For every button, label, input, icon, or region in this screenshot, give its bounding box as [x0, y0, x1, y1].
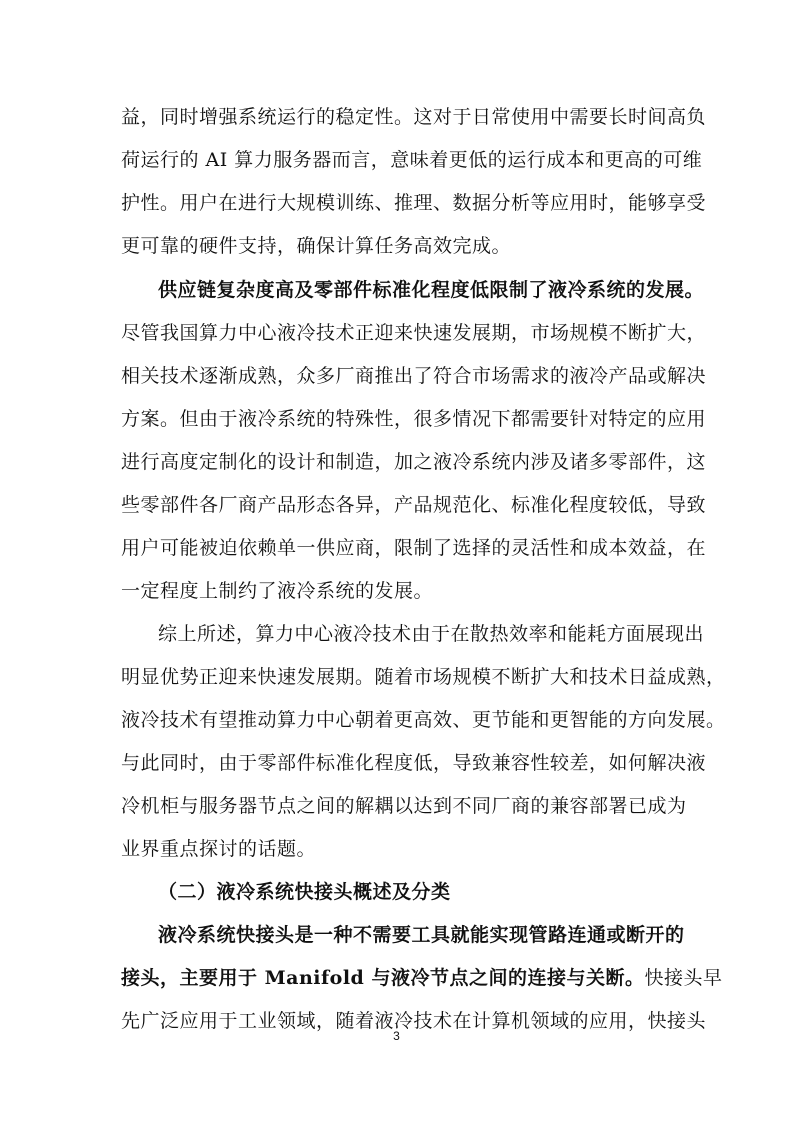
body-line: 些零部件各厂商产品形态各异，产品规范化、标准化程度较低，导致 [121, 494, 707, 516]
bold-lead-sentence-end: 接头，主要用于 Manifold 与液冷节点之间的连接与关断。 [121, 967, 645, 989]
body-line: 业界重点探讨的话题。 [121, 838, 317, 860]
body-line: 综上所述，算力中心液冷技术由于在散热效率和能耗方面展现出 [158, 623, 705, 645]
body-line: 先广泛应用于工业领域，随着液冷技术在计算机领域的应用，快接头 [121, 1010, 707, 1032]
body-line: 相关技术逐渐成熟，众多厂商推出了符合市场需求的液冷产品或解决 [121, 365, 707, 387]
body-line [121, 966, 723, 990]
body-line: 用户可能被迫依赖单一供应商，限制了选择的灵活性和成本效益，在 [121, 537, 707, 559]
body-line: 益，同时增强系统运行的稳定性。这对于日常使用中需要长时间高负 [121, 106, 707, 128]
body-line: 护性。用户在进行大规模训练、推理、数据分析等应用时，能够享受 [121, 192, 707, 214]
body-line: 荷运行的 AI 算力服务器而言，意味着更低的运行成本和更高的可维 [121, 149, 703, 171]
body-line: 进行高度定制化的设计和制造，加之液冷系统内涉及诸多零部件，这 [121, 451, 707, 473]
body-line: 一定程度上制约了液冷系统的发展。 [121, 580, 434, 602]
body-line: 尽管我国算力中心液冷技术正迎来快速发展期，市场规模不断扩大， [121, 322, 707, 344]
bold-lead-sentence: 供应链复杂度高及零部件标准化程度低限制了液冷系统的发展。 [158, 279, 705, 301]
body-line: 更可靠的硬件支持，确保计算任务高效完成。 [121, 235, 512, 257]
body-text: 快接头早 [644, 967, 723, 989]
body-line: 液冷技术有望推动算力中心朝着更高效、更节能和更智能的方向发展。 [121, 709, 726, 731]
page-number: 3 [393, 1029, 400, 1043]
body-line: 明显优势正迎来快速发展期。随着市场规模不断扩大和技术日益成熟， [121, 666, 726, 688]
body-line: 与此同时，由于零部件标准化程度低，导致兼容性较差，如何解决液 [121, 752, 707, 774]
section-heading: （二）液冷系统快接头概述及分类 [158, 881, 451, 903]
body-line: 冷机柜与服务器节点之间的解耦以达到不同厂商的兼容部署已成为 [121, 795, 687, 817]
bold-lead-sentence: 液冷系统快接头是一种不需要工具就能实现管路连通或断开的 [158, 924, 685, 946]
body-line: 方案。但由于液冷系统的特殊性，很多情况下都需要针对特定的应用 [121, 408, 707, 430]
